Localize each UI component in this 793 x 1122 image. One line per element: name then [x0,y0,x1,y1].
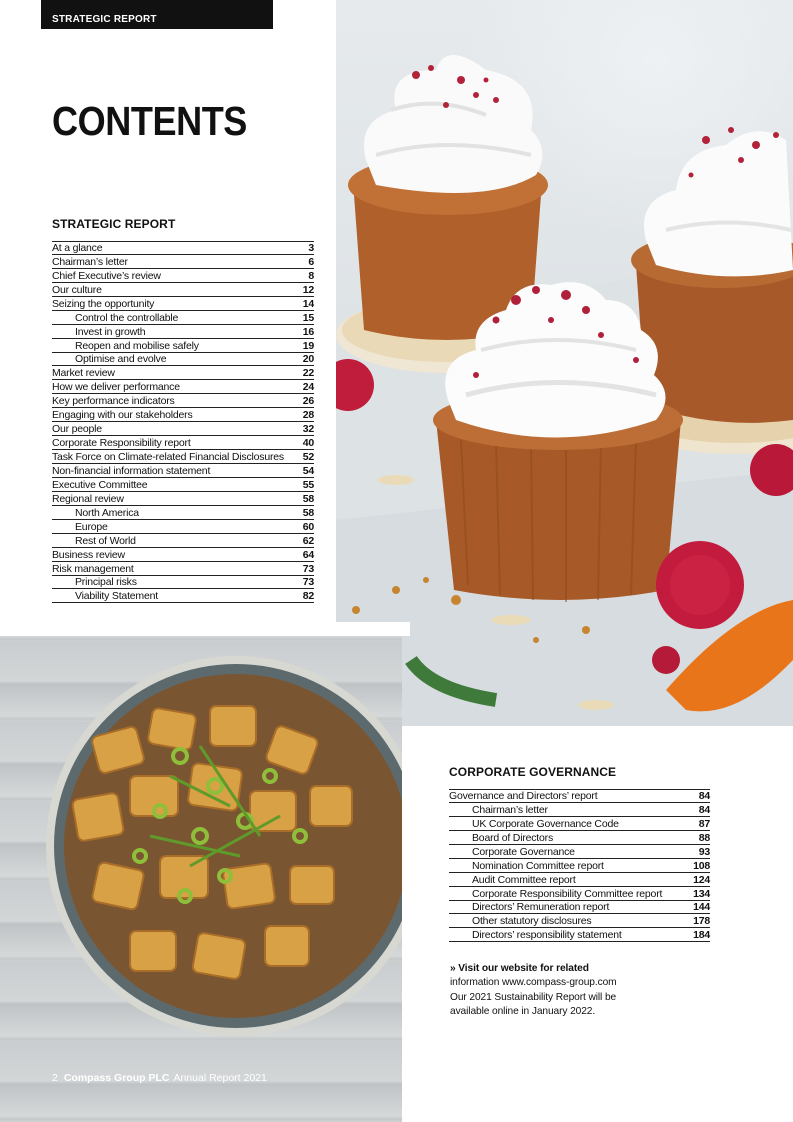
toc-entry-label: Invest in growth [75,325,146,338]
website-note-line: Our 2021 Sustainability Report will be [450,991,617,1003]
toc-entry[interactable] [52,380,314,394]
toc-entry[interactable] [52,353,314,367]
toc-entry-label: Directors’ Remuneration report [472,901,610,914]
potatoes-photo [0,636,402,1122]
toc-entry-page: 26 [302,395,314,408]
toc-entry-page: 87 [698,817,710,830]
toc-entry[interactable] [52,394,314,408]
toc-entry[interactable] [449,789,710,803]
toc-entry-page: 19 [302,339,314,352]
toc-entry-page: 73 [302,562,314,575]
toc-entry[interactable] [449,845,710,859]
toc-entry-page: 64 [302,548,314,561]
toc-entry-page: 24 [302,381,314,394]
toc-entry-label: Principal risks [75,576,137,589]
toc-entry[interactable] [52,339,314,353]
page-footer [52,1072,267,1084]
toc-entry-page: 124 [693,873,710,886]
toc-entry-label: Non-financial information statement [52,464,211,477]
toc-entry[interactable] [52,589,314,603]
toc-entry-label: Europe [75,520,108,533]
toc-entry-page: 73 [302,576,314,589]
report-name: Annual Report 2021 [173,1072,267,1084]
page-margin [336,622,410,636]
toc-entry-page: 6 [308,255,314,268]
toc-entry[interactable] [52,408,314,422]
toc-entry-label: UK Corporate Governance Code [472,817,619,830]
toc-entry[interactable] [52,297,314,311]
toc-entry-label: Task Force on Climate-related Financial Disclosures [52,451,284,463]
toc-entry-page: 62 [302,534,314,547]
toc-entry-page: 58 [302,492,314,505]
toc-entry-label: Corporate Responsibility Committee report [472,887,663,900]
toc-entry[interactable] [449,817,710,831]
toc-entry-page: 108 [693,859,710,872]
toc-entry-page: 178 [693,915,710,928]
toc-entry-page: 58 [302,506,314,519]
toc-entry[interactable] [449,914,710,928]
toc-entry[interactable] [52,269,314,283]
toc-entry-page: 28 [302,409,314,422]
toc-entry-label: Business review [52,548,125,561]
toc-entry[interactable] [449,928,710,942]
toc-entry[interactable] [52,562,314,576]
toc-entry[interactable] [52,464,314,478]
toc-entry-page: 60 [302,520,314,533]
toc-entry-label: Our culture [52,283,102,296]
toc-entry-page: 3 [308,241,314,254]
toc-entry[interactable] [52,520,314,534]
toc-entry-page: 20 [302,353,314,366]
toc-entry-page: 144 [693,901,710,914]
toc-entry-page: 84 [698,803,710,816]
toc-entry-label: Risk management [52,562,134,575]
toc-entry-label: Audit Committee report [472,873,576,886]
toc-entry-label: Corporate Responsibility report [52,437,191,450]
cupcakes-illustration [336,0,793,726]
strategic-report-heading: STRATEGIC REPORT [52,217,176,231]
toc-entry[interactable] [52,255,314,269]
toc-entry[interactable] [52,283,314,297]
toc-entry[interactable] [52,506,314,520]
toc-entry-page: 40 [302,437,314,450]
toc-entry-page: 14 [302,297,314,310]
toc-entry-label: Regional review [52,492,124,505]
company-name: Compass Group PLC [63,1072,170,1084]
corporate-governance-list [449,789,710,942]
corporate-governance-toc [449,765,710,942]
toc-entry-label: Control the controllable [75,311,179,324]
toc-entry-page: 12 [302,283,314,296]
toc-entry-label: Seizing the opportunity [52,297,155,310]
toc-entry-label: Reopen and mobilise safely [75,339,199,352]
toc-entry-page: 52 [302,451,314,463]
toc-entry-label: Viability Statement [75,590,158,603]
toc-entry-label: Rest of World [75,534,136,547]
toc-entry[interactable] [52,366,314,380]
toc-entry-label: Nomination Committee report [472,859,604,872]
toc-entry-label: Chief Executive’s review [52,269,161,282]
toc-entry[interactable] [52,325,314,339]
toc-entry-page: 8 [308,269,314,282]
toc-entry-label: Chairman’s letter [52,255,128,268]
toc-entry-label: Market review [52,367,115,380]
toc-entry-label: Our people [52,423,102,436]
page-title: CONTENTS [52,98,247,144]
toc-entry[interactable] [52,478,314,492]
toc-entry-label: Engaging with our stakeholders [52,409,193,422]
toc-entry-page: 22 [302,367,314,380]
toc-entry-label: Directors’ responsibility statement [472,929,622,942]
toc-entry-page: 88 [698,831,710,844]
toc-entry[interactable] [449,887,710,901]
toc-entry[interactable] [52,311,314,325]
toc-entry[interactable] [449,859,710,873]
toc-entry-page: 32 [302,423,314,436]
toc-entry[interactable] [52,436,314,450]
toc-entry[interactable] [52,450,314,464]
toc-entry-page: 184 [693,929,710,942]
toc-entry[interactable] [449,803,710,817]
toc-entry-label: At a glance [52,241,103,254]
toc-entry[interactable] [52,422,314,436]
toc-entry[interactable] [52,241,314,255]
corporate-governance-heading: CORPORATE GOVERNANCE [449,765,617,779]
toc-entry[interactable] [449,901,710,915]
toc-entry-label: Governance and Directors’ report [449,789,598,802]
website-note-line: » Visit our website for related [450,963,589,974]
toc-entry-label: Key performance indicators [52,395,175,408]
toc-entry-label: North America [75,506,139,519]
section-tab: STRATEGIC REPORT [41,0,273,29]
toc-entry[interactable] [52,534,314,548]
strategic-report-toc [52,217,314,603]
toc-entry-page: 93 [698,845,710,858]
cupcakes-photo [336,0,793,726]
toc-entry-label: Board of Directors [472,831,554,844]
toc-entry-page: 55 [302,478,314,491]
toc-entry-label: Other statutory disclosures [472,915,592,928]
toc-entry[interactable] [52,576,314,590]
toc-entry-label: Corporate Governance [472,845,575,858]
toc-entry-page: 16 [302,325,314,338]
toc-entry-label: Optimise and evolve [75,353,167,366]
page-number: 2 [52,1072,58,1084]
website-note-line: available online in January 2022. [450,1005,596,1017]
toc-entry-label: Chairman’s letter [472,803,548,816]
potatoes-illustration [0,636,402,1122]
toc-entry-page: 15 [302,311,314,324]
toc-entry-page: 134 [693,887,710,900]
toc-entry-label: How we deliver performance [52,381,180,394]
strategic-report-list [52,241,314,603]
toc-entry[interactable] [52,492,314,506]
website-note-line[interactable]: information www.compass-group.com [450,977,617,989]
toc-entry-page: 82 [302,590,314,603]
toc-entry[interactable] [449,831,710,845]
toc-entry-label: Executive Committee [52,478,148,491]
toc-entry-page: 54 [302,464,314,477]
website-note [450,962,690,1019]
toc-entry[interactable] [52,548,314,562]
toc-entry-page: 84 [698,789,710,802]
toc-entry[interactable] [449,873,710,887]
